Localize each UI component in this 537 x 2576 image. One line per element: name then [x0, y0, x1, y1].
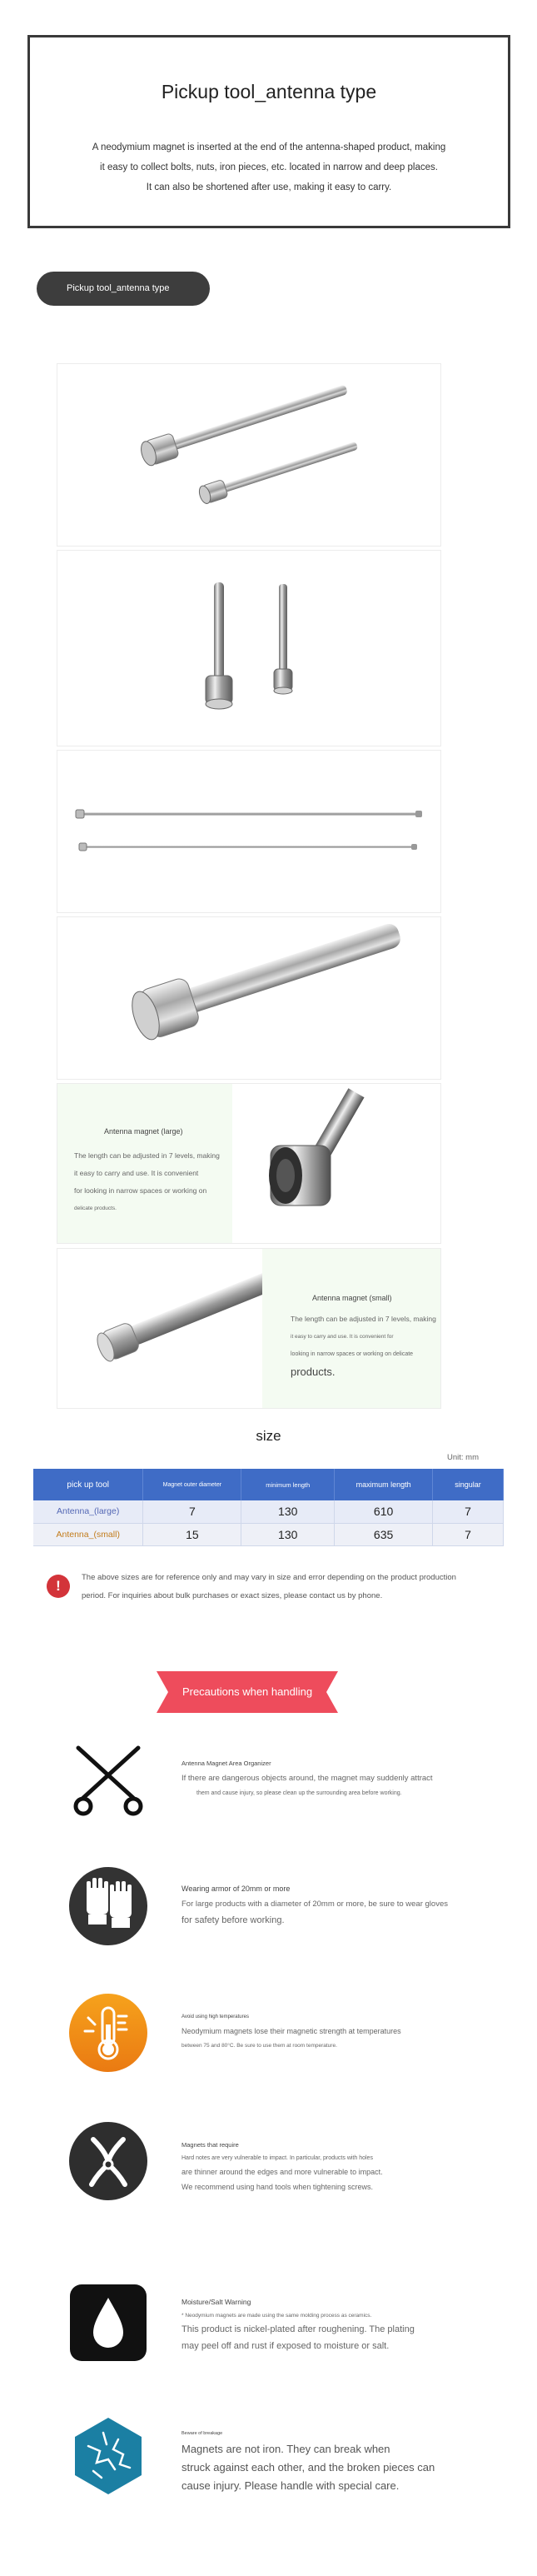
feature-panel-small	[57, 1248, 441, 1409]
table-header: singular	[433, 1469, 504, 1500]
product-photo-small-magnet	[57, 1249, 262, 1409]
feature-line: it easy to carry and use. It is convenient for	[291, 1334, 394, 1340]
precaution-heading: Beware of breakage	[181, 2431, 223, 2436]
feature-line: The length can be adjusted in 7 levels, making	[74, 1151, 220, 1160]
size-table	[33, 1469, 504, 1546]
precaution-line: This product is nickel-plated after roughening. The plating	[181, 2324, 415, 2334]
precaution-line: struck against each other, and the broken pieces can	[181, 2461, 435, 2474]
precaution-item	[181, 1760, 481, 1801]
table-cell: 7	[433, 1500, 504, 1523]
size-notice	[82, 1569, 465, 1605]
feature-panel-large	[57, 1083, 441, 1244]
precaution-line: * Neodymium magnets are made using the same molding process as ceramics.	[181, 2313, 372, 2319]
precaution-item	[181, 1885, 481, 1929]
feature-title: Antenna magnet (small)	[312, 1294, 392, 1302]
intro-line: A neodymium magnet is inserted at the end of the antenna-shaped product, making	[92, 142, 446, 152]
precaution-line: Neodymium magnets lose their magnetic strength at temperatures	[181, 2027, 401, 2035]
product-photo-two-tools	[57, 363, 441, 547]
feature-line: products.	[291, 1365, 336, 1378]
intro-box	[27, 35, 510, 228]
breakage-icon	[68, 2416, 148, 2496]
precaution-line: are thinner around the edges and more vulnerable to impact.	[181, 2168, 383, 2176]
precaution-item	[181, 2298, 481, 2354]
precaution-line: Magnets are not iron. They can break when	[181, 2443, 390, 2455]
intro-title: Pickup tool_antenna type	[161, 81, 377, 102]
precaution-line: If there are dangerous objects around, the magnet may suddenly attract	[181, 1774, 433, 1783]
precaution-line: For large products with a diameter of 20mm or more, be sure to wear gloves	[181, 1900, 448, 1909]
precaution-line: between 75 and 80°C. Be sure to use them at room temperature.	[181, 2043, 337, 2049]
table-cell: Antenna_(large)	[33, 1500, 143, 1523]
precaution-line: Hard notes are very vulnerable to impact. In particular, products with holes	[181, 2155, 373, 2161]
intro-line: It can also be shortened after use, making it easy to carry.	[146, 182, 392, 192]
product-photo-extended-tools	[57, 750, 441, 913]
precaution-item	[181, 2014, 481, 2054]
size-unit-label: Unit: mm	[447, 1453, 479, 1462]
table-row	[33, 1523, 504, 1545]
product-photo-vertical-tools	[57, 550, 441, 746]
table-header: minimum length	[241, 1469, 335, 1500]
table-cell: Antenna_(small)	[33, 1523, 143, 1545]
precaution-item	[181, 2431, 481, 2495]
precautions-banner: Precautions when handling	[181, 1685, 313, 1698]
table-cell: 7	[433, 1523, 504, 1545]
table-header: Magnet outer diameter	[143, 1469, 241, 1500]
section-label-pill: Pickup tool_antenna type	[37, 272, 210, 306]
feature-line: The length can be adjusted in 7 levels, making	[291, 1315, 436, 1323]
table-cell: 130	[241, 1500, 335, 1523]
table-cell: 635	[335, 1523, 433, 1545]
precaution-line: may peel off and rust if exposed to moisture or salt.	[181, 2341, 390, 2351]
gloves-icon	[68, 1866, 148, 1946]
feature-title: Antenna magnet (large)	[104, 1127, 183, 1136]
intro-line: it easy to collect bolts, nuts, iron pieces, etc. located in narrow and deep places.	[100, 162, 438, 172]
precaution-line: We recommend using hand tools when tightening screws.	[181, 2183, 373, 2191]
scissors-icon	[68, 1740, 148, 1820]
feature-line: it easy to carry and use. It is convenient	[74, 1169, 199, 1177]
notice-line: The above sizes are for reference only and may vary in size and error depending on the product production	[82, 1573, 456, 1582]
precaution-heading: Moisture/Salt Warning	[181, 2298, 251, 2306]
table-row	[33, 1500, 504, 1523]
precaution-item	[181, 2141, 481, 2194]
feature-line: looking in narrow spaces or working on delicate	[291, 1351, 414, 1357]
table-header: pick up tool	[33, 1469, 143, 1500]
precaution-line: cause injury. Please handle with special care.	[181, 2479, 400, 2492]
product-photo-closeup	[57, 916, 441, 1080]
size-section-title: size	[256, 1428, 281, 1444]
precaution-heading: Magnets that require	[181, 2141, 239, 2149]
table-cell: 610	[335, 1500, 433, 1523]
precaution-heading: Antenna Magnet Area Organizer	[181, 1760, 271, 1767]
warning-icon: !	[47, 1575, 70, 1598]
thermometer-icon	[68, 1993, 148, 2073]
water-drop-icon	[68, 2283, 148, 2363]
feature-description	[74, 1147, 232, 1217]
table-cell: 7	[143, 1500, 241, 1523]
precaution-line: for safety before working.	[181, 1915, 285, 1925]
precaution-line: them and cause injury, so please clean up the surrounding area before working.	[196, 1790, 402, 1796]
precaution-heading: Wearing armor of 20mm or more	[181, 1885, 291, 1893]
precaution-heading: Avoid using high temperatures	[181, 2014, 249, 2019]
table-cell: 15	[143, 1523, 241, 1545]
feature-line: for looking in narrow spaces or working on	[74, 1186, 207, 1195]
table-header: maximum length	[335, 1469, 433, 1500]
feature-description	[291, 1310, 440, 1380]
pliers-icon	[68, 2121, 148, 2201]
notice-line: period. For inquiries about bulk purchases or exact sizes, please contact us by phone.	[82, 1591, 383, 1600]
intro-description	[63, 137, 475, 197]
table-header-row	[33, 1469, 504, 1500]
table-cell: 130	[241, 1523, 335, 1545]
product-photo-large-magnet	[234, 1084, 441, 1244]
feature-line: delicate products.	[74, 1206, 117, 1211]
